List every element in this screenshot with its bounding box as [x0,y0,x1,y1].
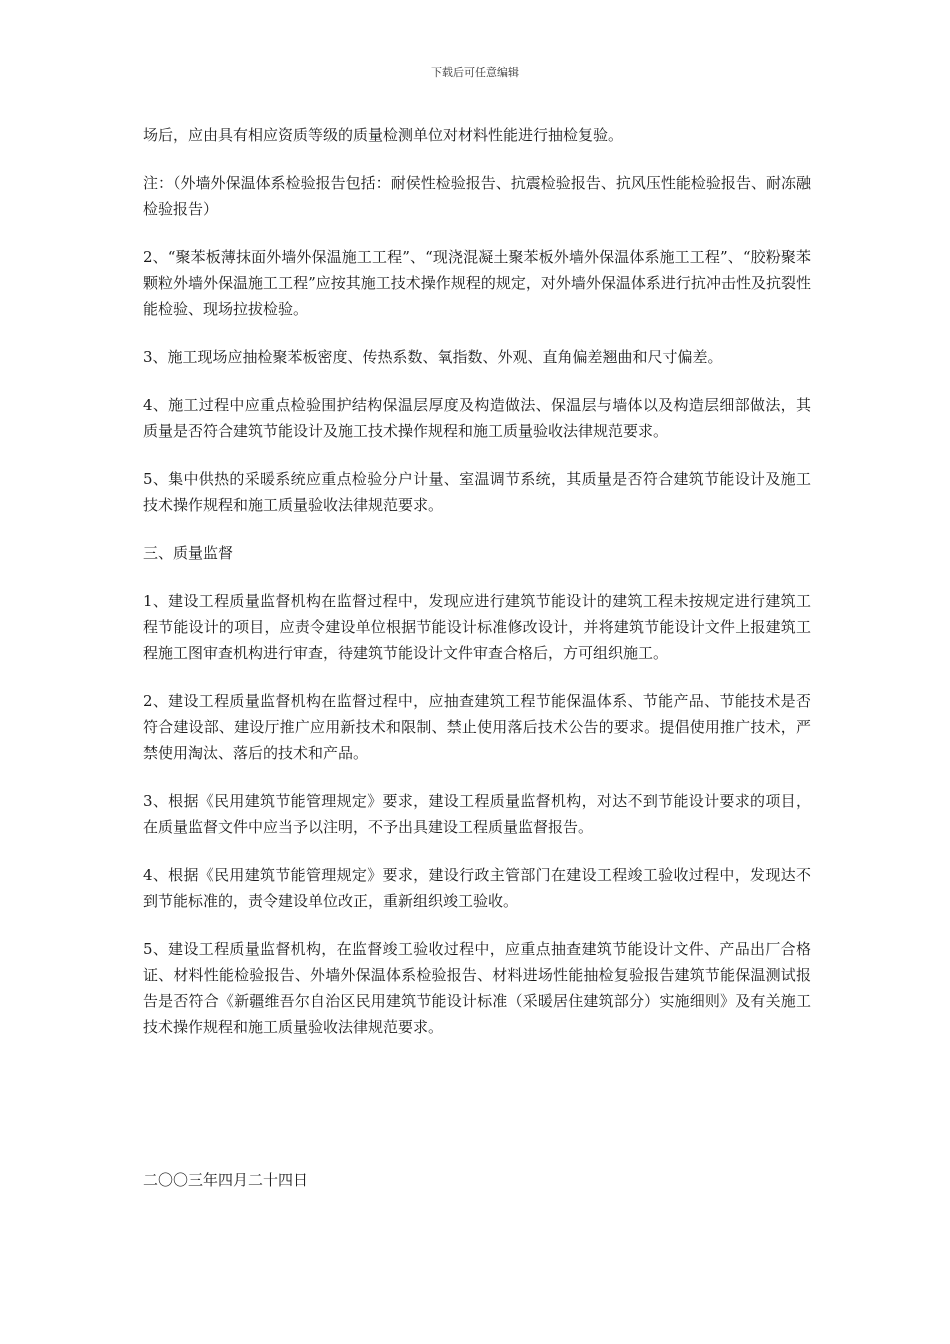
document-body [143,122,811,1062]
paragraph-supervision-5: 5、建设工程质量监督机构，在监督竣工验收过程中，应重点抽查建筑节能设计文件、产品出厂合格证、材料性能检验报告、外墙外保温体系检验报告、材料进场性能抽检复验报告建筑节能保温测试报告是否符合《新疆维吾尔自治区民用建筑节能设计标准（采暖居住建筑部分）实施细则》及有关施工技术操作规程和施工质量验收法律规范要求。 [143,940,811,1036]
paragraph-item-3-site-sampling: 3、施工现场应抽检聚苯板密度、传热系数、氧指数、外观、直角偏差翘曲和尺寸偏差。 [143,348,723,366]
paragraph-item-5-heating-system: 5、集中供热的采暖系统应重点检验分户计量、室温调节系统，其质量是否符合建筑节能设计及施工技术操作规程和施工质量验收法律规范要求。 [143,470,811,514]
paragraph-supervision-2: 2、建设工程质量监督机构在监督过程中，应抽查建筑工程节能保温体系、节能产品、节能技术是否符合建设部、建设厅推广应用新技术和限制、禁止使用落后技术公告的要求。提倡使用推广技术，严禁使用淘汰、落后的技术和产品。 [143,692,811,762]
paragraph-supervision-1: 1、建设工程质量监督机构在监督过程中，发现应进行建筑节能设计的建筑工程未按规定进行建筑工程节能设计的项目，应责令建设单位根据节能设计标准修改设计，并将建筑节能设计文件上报建筑工程施工图审查机构进行审查，待建筑节能设计文件审查合格后，方可组织施工。 [143,592,811,662]
document-date: 二〇〇三年四月二十四日 [143,1171,309,1189]
paragraph-item-2-insulation-tests: 2、“聚苯板薄抹面外墙外保温施工工程”、“现浇混凝土聚苯板外墙外保温体系施工工程”、“胶粉聚苯颗粒外墙外保温施工工程”应按其施工技术操作规程的规定，对外墙外保温体系进行抗冲击性及抗裂性能检验、现场拉拔检验。 [143,248,811,318]
paragraph-supervision-4: 4、根据《民用建筑节能管理规定》要求，建设行政主管部门在建设工程竣工验收过程中，发现达不到节能标准的，责令建设单位改正，重新组织竣工验收。 [143,866,811,910]
paragraph-material-recheck: 场后，应由具有相应资质等级的质量检测单位对材料性能进行抽检复验。 [143,126,624,144]
paragraph-item-4-construction-inspection: 4、施工过程中应重点检验围护结构保温层厚度及构造做法、保温层与墙体以及构造层细部做法，其质量是否符合建筑节能设计及施工技术操作规程和施工质量验收法律规范要求。 [143,396,811,440]
page-header: 下载后可任意编辑 [431,66,519,79]
paragraph-supervision-3: 3、根据《民用建筑节能管理规定》要求，建设工程质量监督机构，对达不到节能设计要求的项目，在质量监督文件中应当予以注明，不予出具建设工程质量监督报告。 [143,792,811,836]
paragraph-note-inspection-reports: 注：（外墙外保温体系检验报告包括：耐侯性检验报告、抗震检验报告、抗风压性能检验报告、耐冻融检验报告） [143,174,811,218]
section-heading-quality-supervision: 三、质量监督 [143,544,234,562]
